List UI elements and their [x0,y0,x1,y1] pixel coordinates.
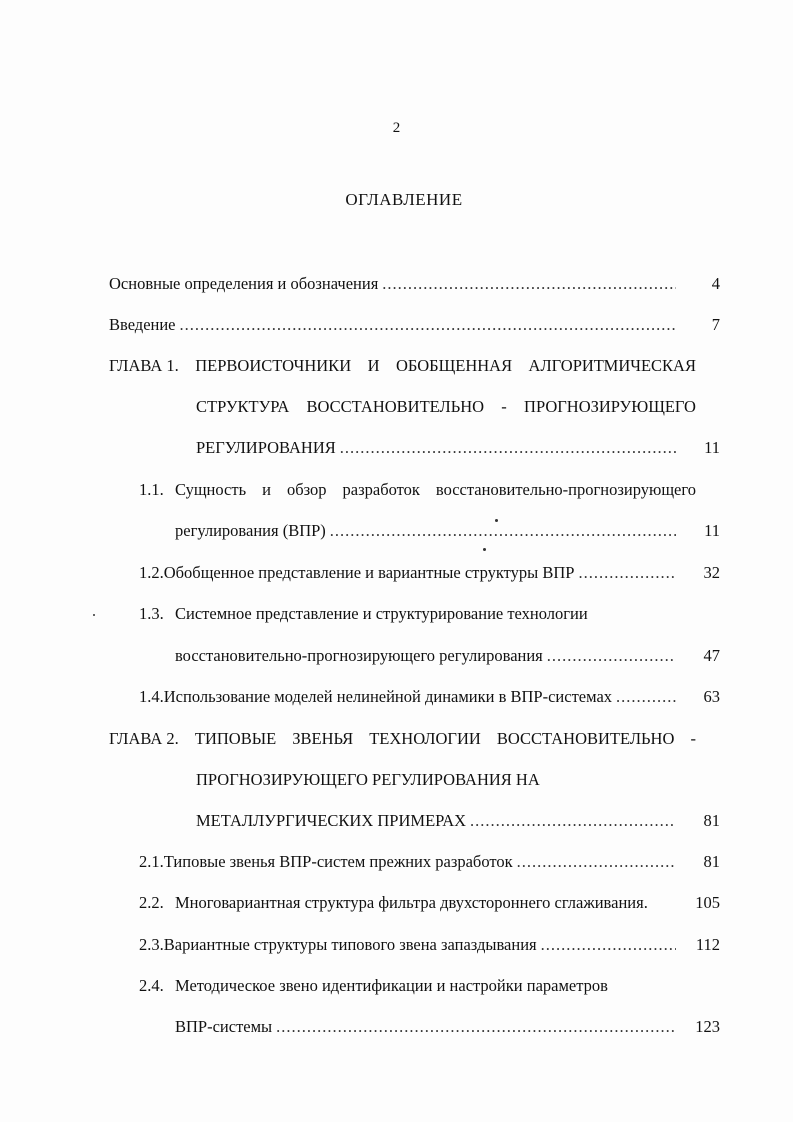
toc-heading: ОГЛАВЛЕНИЕ [345,190,463,209]
leader-dots [276,1014,676,1040]
section-word: обзор [286,480,327,499]
scan-speck [93,614,95,616]
toc-section-1-1-line1 [139,477,696,503]
toc-page-number: 7 [711,315,720,334]
chapter-word: ВОССТАНОВИТЕЛЬНО [496,729,675,748]
toc-section-2-4-line2 [175,1014,680,1040]
chapter-title: РЕГУЛИРОВАНИЯ [196,438,336,457]
toc-entry-definitions [109,271,680,297]
toc-page-number: 4 [711,274,720,293]
toc-entry-intro [109,312,680,338]
page-number: 2 [392,120,401,136]
chapter-word: ОБОБЩЕННАЯ [395,356,513,375]
section-number: 2.2. [139,893,164,912]
toc-section-2-3 [139,932,680,958]
leader-dots [578,560,676,586]
section-title: Обобщенное представление и вариантные структуры ВПР [163,563,575,582]
section-title: Использование моделей нелинейной динамики в ВПР-системах [163,687,613,706]
section-title: ВПР-системы [175,1017,273,1036]
section-title: восстановительно-прогнозирующего регулирования [175,646,543,665]
toc-section-1-4 [139,684,680,710]
chapter-word: И [367,356,380,375]
scan-speck [483,548,486,551]
toc-page-number: 123 [695,1017,720,1036]
section-word: Сущность [175,480,247,499]
toc-page-number: 105 [695,893,720,912]
leader-dots [517,849,676,875]
leader-dots [616,684,676,710]
chapter-word: ТЕХНОЛОГИИ [369,729,481,748]
section-number: 2.1. [139,852,164,871]
toc-chapter-1-line2 [196,394,696,420]
section-word: восстановительно-прогнозирующего [435,480,696,499]
toc-section-2-1 [139,849,680,875]
leader-dots [547,643,676,669]
section-number: 1.1. [139,480,164,499]
section-number: 2.4. [139,976,164,995]
section-title: Методическое звено идентификации и настройки параметров [175,976,608,995]
toc-chapter-2-line2 [196,767,680,793]
section-title: Системное представление и структурирование технологии [175,604,588,623]
section-number: 2.3. [139,935,164,954]
toc-section-1-3-line1 [139,601,680,627]
toc-page-number: 112 [695,935,720,954]
toc-chapter-2-line3 [196,808,680,834]
section-title: Многовариантная структура фильтра двухстороннего сглаживания. [175,893,648,912]
chapter-word: - [501,397,507,416]
leader-dots [382,271,676,297]
chapter-word: ПРОГНОЗИРУЮЩЕГО [524,397,696,416]
chapter-word: АЛГОРИТМИЧЕСКАЯ [528,356,696,375]
toc-page-number: 11 [704,438,720,457]
section-word: разработок [342,480,420,499]
leader-dots [180,312,676,338]
chapter-word: ПЕРВОИСТОЧНИКИ [195,356,352,375]
section-title: регулирования (ВПР) [175,521,326,540]
toc-page-number: 63 [703,687,720,706]
chapter-label: ГЛАВА 2. [109,729,179,748]
toc-section-1-1-line2 [175,518,680,544]
chapter-word: ТИПОВЫЕ [194,729,277,748]
leader-dots [340,435,676,461]
toc-page-number: 47 [703,646,720,665]
chapter-word: СТРУКТУРА [196,397,290,416]
chapter-word: ВОССТАНОВИТЕЛЬНО [306,397,485,416]
toc-page-number: 81 [703,852,720,871]
section-word: и [262,480,271,499]
section-number: 1.2. [139,563,164,582]
toc-section-1-3-line2 [175,643,680,669]
leader-dots [541,932,676,958]
toc-chapter-1-line1 [109,353,696,379]
leader-dots [470,808,676,834]
toc-entry-title: Основные определения и обозначения [109,274,379,293]
chapter-title: МЕТАЛЛУРГИЧЕСКИХ ПРИМЕРАХ [196,811,467,830]
toc-page-number: 11 [704,521,720,540]
chapter-label: ГЛАВА 1. [109,356,179,375]
section-number: 1.3. [139,604,164,623]
toc-section-1-2 [139,560,680,586]
chapter-word: ЗВЕНЬЯ [292,729,354,748]
scan-speck [495,519,498,522]
toc-chapter-2-line1 [109,726,696,752]
toc-chapter-1-line3 [196,435,680,461]
toc-section-2-2 [139,890,680,916]
leader-dots [330,518,676,544]
chapter-word: - [690,729,696,748]
toc-section-2-4-line1 [139,973,680,999]
section-title: Вариантные структуры типового звена запаздывания [163,935,537,954]
section-title: Типовые звенья ВПР-систем прежних разработок [163,852,513,871]
toc-page-number: 32 [703,563,720,582]
toc-entry-title: Введение [109,315,176,334]
chapter-title: ПРОГНОЗИРУЮЩЕГО РЕГУЛИРОВАНИЯ НА [196,770,540,789]
section-number: 1.4. [139,687,164,706]
toc-page-number: 81 [703,811,720,830]
